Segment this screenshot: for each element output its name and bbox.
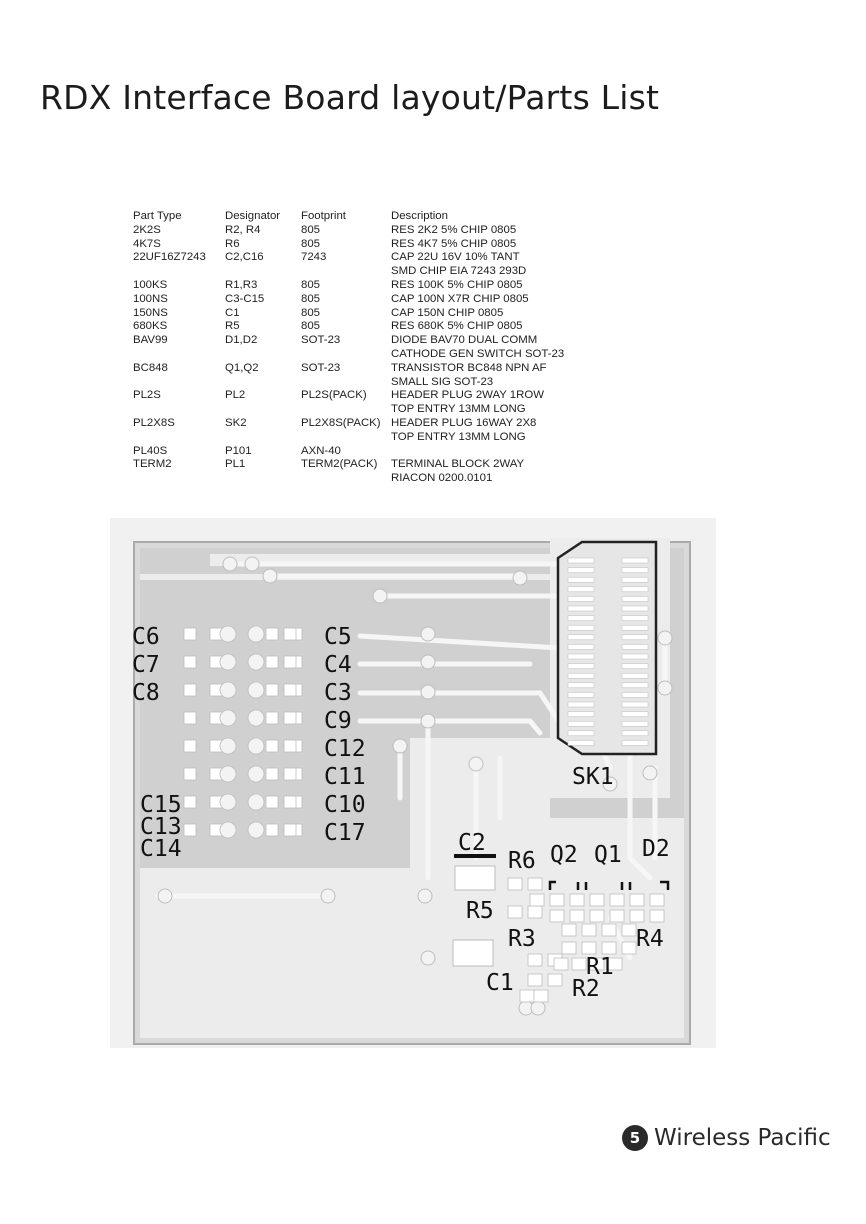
smd-pad — [630, 910, 644, 922]
parts-table-row — [131, 251, 591, 279]
cell-footprint: 805 — [301, 306, 321, 319]
description-line: CAP 150N CHIP 0805 — [391, 306, 504, 319]
cell-designator: R5 — [225, 320, 240, 333]
header-description: Description — [391, 210, 448, 222]
cell-footprint: PL2X8S(PACK) — [301, 416, 381, 429]
capacitor-pad — [284, 656, 296, 668]
smd-pad — [508, 878, 522, 890]
sk1-pin — [622, 731, 648, 736]
cell-part-type: 2K2S — [133, 223, 161, 236]
label-c3: C3 — [324, 680, 352, 706]
cell-part-type: TERM2 — [133, 458, 172, 471]
description-line: RES 4K7 5% CHIP 0805 — [391, 237, 517, 250]
wireless-pacific-logo — [622, 1124, 831, 1152]
description-line: CAP 100N X7R CHIP 0805 — [391, 292, 529, 305]
cell-footprint: SOT-23 — [301, 361, 341, 374]
label-sk1: SK1 — [572, 764, 614, 790]
parts-table-row — [131, 389, 591, 417]
capacitor-pad — [266, 740, 278, 752]
cell-designator: R6 — [225, 237, 240, 250]
capacitor-pad — [184, 768, 196, 780]
smd-pad — [554, 958, 568, 970]
label-d2: D2 — [642, 836, 670, 862]
page-title: RDX Interface Board layout/Parts List — [40, 78, 660, 117]
smd-pad — [590, 910, 604, 922]
capacitor-via — [220, 738, 236, 754]
capacitor-pad — [284, 740, 296, 752]
sk1-pin — [568, 616, 594, 621]
capacitor-pad — [266, 768, 278, 780]
c1-pad — [453, 940, 493, 966]
c2-pad — [455, 866, 495, 890]
parts-table-row — [131, 362, 591, 390]
cell-part-type: 150NS — [133, 306, 168, 319]
cell-designator: R2, R4 — [225, 223, 261, 236]
label-c4: C4 — [324, 652, 352, 678]
label-r1: R1 — [586, 954, 614, 980]
smd-pad — [528, 906, 542, 918]
capacitor-pad — [184, 796, 196, 808]
smd-pad — [582, 942, 596, 954]
cell-designator: C2,C16 — [225, 251, 264, 264]
capacitor-pad — [184, 656, 196, 668]
description-line: DIODE BAV70 DUAL COMM — [391, 334, 538, 347]
smd-pad — [508, 906, 522, 918]
sk1-pin — [568, 568, 594, 573]
cell-footprint: 805 — [301, 320, 321, 333]
smd-pad — [622, 942, 636, 954]
sk1-pin — [568, 692, 594, 697]
capacitor-via — [248, 794, 264, 810]
cell-footprint: SOT-23 — [301, 334, 341, 347]
capacitor-via — [220, 682, 236, 698]
cell-description — [391, 334, 591, 362]
smd-pad — [562, 924, 576, 936]
cell-designator: SK2 — [225, 416, 247, 429]
sk1-pin — [568, 606, 594, 611]
sk1-pin — [622, 740, 648, 745]
cell-footprint: PL2S(PACK) — [301, 389, 367, 402]
sk1-pin — [568, 702, 594, 707]
smd-pad — [528, 954, 542, 966]
capacitor-via — [248, 822, 264, 838]
label-c1: C1 — [486, 970, 514, 996]
label-r3: R3 — [508, 926, 536, 952]
sk1-pin — [622, 654, 648, 659]
label-c7: C7 — [132, 652, 160, 678]
cell-part-type: PL40S — [133, 444, 168, 457]
cell-designator: Q1,Q2 — [225, 361, 259, 374]
parts-table-row — [131, 224, 591, 238]
description-line: RES 2K2 5% CHIP 0805 — [391, 223, 517, 236]
cell-description — [391, 307, 591, 321]
label-c15: C15 — [140, 792, 182, 818]
sk1-pin — [622, 692, 648, 697]
capacitor-pad — [266, 796, 278, 808]
cell-designator: D1,D2 — [225, 334, 258, 347]
cell-part-type: BAV99 — [133, 334, 168, 347]
sk1-pin — [568, 644, 594, 649]
sk1-connector — [558, 542, 656, 754]
capacitor-pad — [184, 628, 196, 640]
description-line: TOP ENTRY 13MM LONG — [391, 403, 526, 416]
header-part-type: Part Type — [133, 210, 182, 222]
capacitor-pad — [284, 824, 296, 836]
smd-pad — [650, 910, 664, 922]
description-line: CAP 22U 16V 10% TANT — [391, 251, 520, 264]
sk1-pin — [568, 635, 594, 640]
description-line — [391, 445, 591, 459]
capacitor-via — [248, 710, 264, 726]
smd-pad — [562, 942, 576, 954]
parts-table-row — [131, 293, 591, 307]
cell-description — [391, 320, 591, 334]
capacitor-via — [248, 766, 264, 782]
capacitor-via — [248, 682, 264, 698]
description-line: RIACON 0200.0101 — [391, 472, 493, 485]
sk1-pin — [568, 721, 594, 726]
sk1-pin — [622, 664, 648, 669]
sk1-pin — [622, 577, 648, 582]
sk1-pin — [568, 596, 594, 601]
cell-designator: C1 — [225, 306, 240, 319]
cell-description — [391, 224, 591, 238]
capacitor-pad — [284, 768, 296, 780]
sk1-pin — [568, 558, 594, 563]
label-r2: R2 — [572, 976, 600, 1002]
cell-description — [391, 279, 591, 293]
description-line: TRANSISTOR BC848 NPN AF — [391, 361, 547, 374]
sk1-pin — [622, 616, 648, 621]
header-designator: Designator — [225, 210, 281, 222]
capacitor-via — [248, 654, 264, 670]
logo-text: Wireless Pacific — [654, 1125, 831, 1151]
cell-designator: P101 — [225, 444, 252, 457]
cell-part-type: PL2X8S — [133, 416, 175, 429]
parts-table-row — [131, 307, 591, 321]
cell-part-type: 4K7S — [133, 237, 161, 250]
cell-footprint: AXN-40 — [301, 444, 341, 457]
pcb-layout — [110, 518, 716, 1048]
smd-pad — [528, 974, 542, 986]
pcb-layout-drawing — [110, 518, 716, 1048]
capacitor-via — [220, 822, 236, 838]
cell-description — [391, 362, 591, 390]
smd-pad — [528, 878, 542, 890]
capacitor-pad — [184, 740, 196, 752]
parts-table-row — [131, 445, 591, 459]
sk1-pin — [622, 596, 648, 601]
cell-designator: R1,R3 — [225, 278, 258, 291]
parts-table-row — [131, 238, 591, 252]
sk1-pin — [622, 635, 648, 640]
sk1-pin — [568, 664, 594, 669]
parts-table-body — [131, 224, 591, 486]
sk1-pin — [568, 654, 594, 659]
sk1-pin — [622, 606, 648, 611]
sk1-pin — [622, 673, 648, 678]
description-line: TERMINAL BLOCK 2WAY — [391, 458, 525, 471]
sk1-pin — [568, 673, 594, 678]
smd-pad — [610, 894, 624, 906]
sk1-pin — [622, 625, 648, 630]
capacitor-pad — [266, 656, 278, 668]
capacitor-via — [220, 766, 236, 782]
sk1-pin — [622, 644, 648, 649]
cell-footprint: 805 — [301, 223, 321, 236]
cell-footprint: TERM2(PACK) — [301, 458, 378, 471]
parts-list-table — [131, 210, 591, 486]
description-line: HEADER PLUG 2WAY 1ROW — [391, 389, 544, 402]
label-c8: C8 — [132, 680, 160, 706]
sk1-pin — [622, 683, 648, 688]
smd-pad — [602, 924, 616, 936]
description-line: CATHODE GEN SWITCH SOT-23 — [391, 347, 565, 360]
smd-pad — [630, 894, 644, 906]
capacitor-via — [248, 738, 264, 754]
capacitor-pad — [184, 712, 196, 724]
capacitor-via — [220, 794, 236, 810]
capacitor-pad — [266, 628, 278, 640]
cell-designator: PL2 — [225, 389, 246, 402]
capacitor-pad — [284, 712, 296, 724]
label-r4: R4 — [636, 926, 664, 952]
description-line: SMD CHIP EIA 7243 293D — [391, 265, 527, 278]
capacitor-via — [220, 710, 236, 726]
label-c9: C9 — [324, 708, 352, 734]
cell-part-type: 22UF16Z7243 — [133, 251, 206, 264]
sk1-pin — [622, 702, 648, 707]
description-line: SMALL SIG SOT-23 — [391, 375, 494, 388]
smd-pad — [610, 910, 624, 922]
label-r5: R5 — [466, 898, 494, 924]
sk1-pin — [622, 568, 648, 573]
label-r6: R6 — [508, 848, 536, 874]
sk1-pin — [568, 577, 594, 582]
cell-part-type: PL2S — [133, 389, 161, 402]
smd-pad — [550, 894, 564, 906]
cell-description — [391, 458, 591, 486]
sk1-pin — [568, 712, 594, 717]
smd-pad — [590, 894, 604, 906]
label-c13: C13 — [140, 814, 182, 840]
label-q1: Q1 — [594, 842, 622, 868]
sk1-pin — [622, 721, 648, 726]
smd-pad — [622, 924, 636, 936]
cell-description — [391, 238, 591, 252]
parts-table-row — [131, 320, 591, 334]
capacitor-pad — [284, 684, 296, 696]
label-c5: C5 — [324, 624, 352, 650]
label-c11: C11 — [324, 764, 366, 790]
parts-table-row — [131, 417, 591, 445]
capacitor-pad — [284, 628, 296, 640]
cell-part-type: BC848 — [133, 361, 168, 374]
capacitor-pad — [184, 684, 196, 696]
smd-pad — [530, 894, 544, 906]
cell-footprint: 805 — [301, 237, 321, 250]
label-c14: C14 — [140, 836, 182, 862]
sk1-pin — [568, 587, 594, 592]
smd-pad — [534, 990, 548, 1002]
description-line: HEADER PLUG 16WAY 2X8 — [391, 416, 537, 429]
smd-pad — [570, 910, 584, 922]
sk1-pin — [622, 587, 648, 592]
parts-table-row — [131, 279, 591, 293]
capacitor-via — [220, 626, 236, 642]
cell-footprint: 805 — [301, 292, 321, 305]
sk1-pin — [568, 683, 594, 688]
description-line: RES 680K 5% CHIP 0805 — [391, 320, 523, 333]
cell-footprint: 7243 — [301, 251, 327, 264]
cell-description — [391, 251, 591, 279]
cell-part-type: 100NS — [133, 292, 168, 305]
capacitor-pad — [266, 824, 278, 836]
capacitor-pad — [266, 684, 278, 696]
sk1-pin — [622, 558, 648, 563]
label-c12: C12 — [324, 736, 366, 762]
cell-description — [391, 445, 591, 459]
wireless-pacific-logo-icon: 5 — [622, 1125, 648, 1151]
cell-part-type: 100KS — [133, 278, 168, 291]
smd-pad — [650, 894, 664, 906]
cell-part-type: 680KS — [133, 320, 168, 333]
sk1-pin — [568, 731, 594, 736]
smd-pad — [572, 958, 586, 970]
smd-pad — [602, 942, 616, 954]
smd-pad — [548, 974, 562, 986]
capacitor-via — [220, 654, 236, 670]
smd-pad — [582, 924, 596, 936]
cell-designator: PL1 — [225, 458, 246, 471]
label-c10: C10 — [324, 792, 366, 818]
sk1-pin — [568, 625, 594, 630]
smd-pad — [570, 894, 584, 906]
smd-pad — [520, 990, 534, 1002]
label-c2: C2 — [458, 830, 486, 856]
cell-description — [391, 417, 591, 445]
capacitor-pad — [266, 712, 278, 724]
cell-description — [391, 293, 591, 307]
label-c6: C6 — [132, 624, 160, 650]
capacitor-via — [248, 626, 264, 642]
parts-table-row — [131, 334, 591, 362]
label-q2: Q2 — [550, 842, 578, 868]
sk1-pin — [622, 712, 648, 717]
description-line: RES 100K 5% CHIP 0805 — [391, 278, 523, 291]
cell-footprint: 805 — [301, 278, 321, 291]
cell-designator: C3-C15 — [225, 292, 265, 305]
header-footprint: Footprint — [301, 210, 346, 222]
description-line: TOP ENTRY 13MM LONG — [391, 430, 526, 443]
sk1-pin — [568, 740, 594, 745]
parts-table-header-row — [131, 210, 591, 224]
cell-description — [391, 389, 591, 417]
capacitor-pad — [184, 824, 196, 836]
capacitor-pad — [284, 796, 296, 808]
smd-pad — [550, 910, 564, 922]
label-c17: C17 — [324, 820, 366, 846]
parts-table-row — [131, 458, 591, 486]
